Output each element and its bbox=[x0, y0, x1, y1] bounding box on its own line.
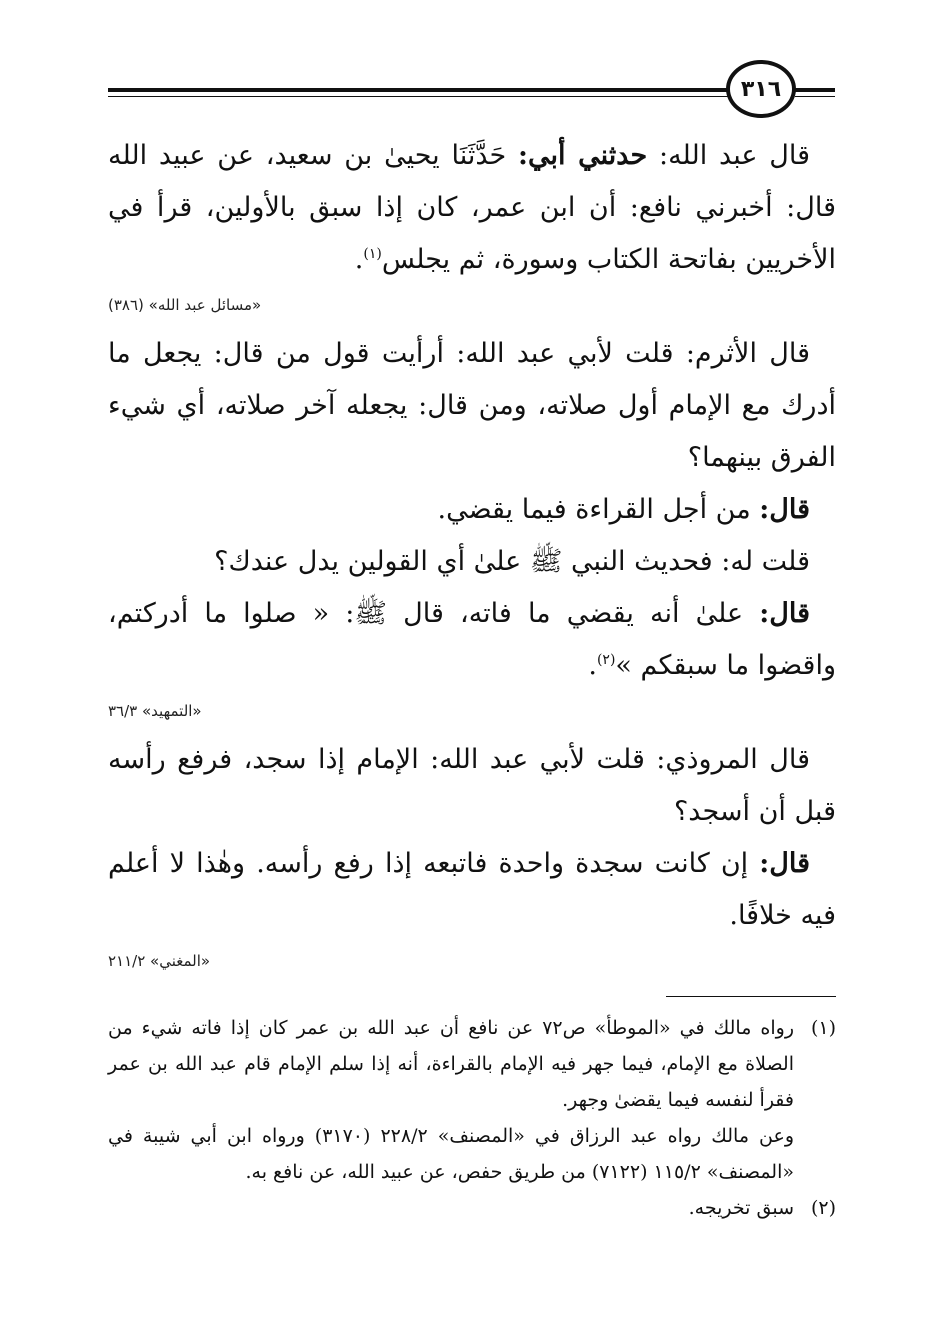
footnote-text bbox=[108, 1010, 794, 1190]
paragraph bbox=[108, 328, 836, 484]
paragraph-bold: حدثني أبي: bbox=[518, 140, 648, 171]
paragraph-text: قال الأثرم: قلت لأبي عبد الله: أرأيت قول من قال: يجعل ما أدرك مع الإمام أول صلاته، ومن قال: يجعله آخر صلاته، أي شيء الفرق بينهما؟ bbox=[108, 338, 836, 473]
header-rule-right-thin bbox=[795, 96, 835, 97]
paragraph-text: قال المروذي: قلت لأبي عبد الله: الإمام إذا سجد، فرفع رأسه قبل أن أسجد؟ bbox=[108, 744, 836, 827]
footnote-line: سبق تخريجه. bbox=[688, 1197, 794, 1219]
paragraph-text: إن كانت سجدة واحدة فاتبعه إذا رفع رأسه. وهٰذا لا أعلم فيه خلافًا. bbox=[108, 848, 836, 931]
source-reference: «مسائل عبد الله» (٣٨٦) bbox=[108, 296, 262, 314]
paragraph bbox=[108, 130, 836, 286]
header-rule-right bbox=[795, 88, 835, 92]
paragraph-tail: . bbox=[354, 244, 364, 275]
footnote-separator bbox=[666, 996, 836, 997]
main-text bbox=[108, 130, 836, 984]
paragraph-bold: قال: bbox=[759, 598, 810, 629]
page-number: ٣١٦ bbox=[726, 60, 796, 118]
paragraph-text: حَدَّثَنَا يحيىٰ بن سعيد، عن عبيد الله قال: أخبرني نافع: أن ابن عمر، كان إذا سبق بالأولين، قرأ في الأخريين بفاتحة الكتاب وسورة، ثم يجلس bbox=[108, 140, 836, 275]
paragraph-tail: . bbox=[588, 650, 597, 681]
footnote-marker: (١) bbox=[363, 246, 382, 262]
footnote-number: (٢) bbox=[810, 1197, 836, 1219]
paragraph bbox=[108, 484, 836, 536]
footnote-number: (١) bbox=[810, 1017, 836, 1039]
footnotes bbox=[108, 1010, 836, 1226]
footnote-line: رواه مالك في «الموطأ» ص٧٢ عن نافع أن عبد الله بن عمر كان إذا فاته شيء من الصلاة مع الإمام، فيما جهر فيه الإمام بالقراءة، أنه إذا سلم الإمام قام عبد الله بن عمر فقرأ لنفسه فيما يقضىٰ وجهر. bbox=[108, 1017, 795, 1111]
paragraph-bold: قال: bbox=[759, 848, 810, 879]
paragraph bbox=[108, 734, 836, 838]
header-rule-thin bbox=[108, 96, 728, 97]
source-reference: «المغني» ٢١١/٢ bbox=[108, 952, 211, 970]
footnote-text bbox=[108, 1190, 794, 1226]
header-rule bbox=[108, 88, 728, 92]
paragraph bbox=[108, 588, 836, 692]
footnote-line: وعن مالك رواه عبد الرزاق في «المصنف» ٢٢٨/٢ (٣١٧٠) ورواه ابن أبي شيبة في «المصنف» ١١٥/٢ (٧١٢٢) من طريق حفص، عن عبيد الله، عن نافع به. bbox=[108, 1125, 795, 1183]
paragraph-text: علىٰ أنه يقضي ما فاته، قال ﷺ: « صلوا ما أدركتم، واقضوا ما سبقكم » bbox=[108, 598, 836, 681]
footnote bbox=[108, 1010, 836, 1190]
paragraph bbox=[108, 536, 836, 588]
paragraph-lead: قال عبد الله: bbox=[658, 140, 810, 171]
footnote bbox=[108, 1190, 836, 1226]
paragraph-text: قلت له: فحديث النبي ﷺ علىٰ أي القولين يدل عندك؟ bbox=[214, 546, 810, 577]
paragraph bbox=[108, 838, 836, 942]
paragraph-bold: قال: bbox=[759, 494, 810, 525]
source-reference: «التمهيد» ٣٦/٣ bbox=[108, 702, 202, 720]
paragraph-text: من أجل القراءة فيما يقضي. bbox=[437, 494, 751, 525]
footnote-marker: (٢) bbox=[596, 652, 616, 668]
